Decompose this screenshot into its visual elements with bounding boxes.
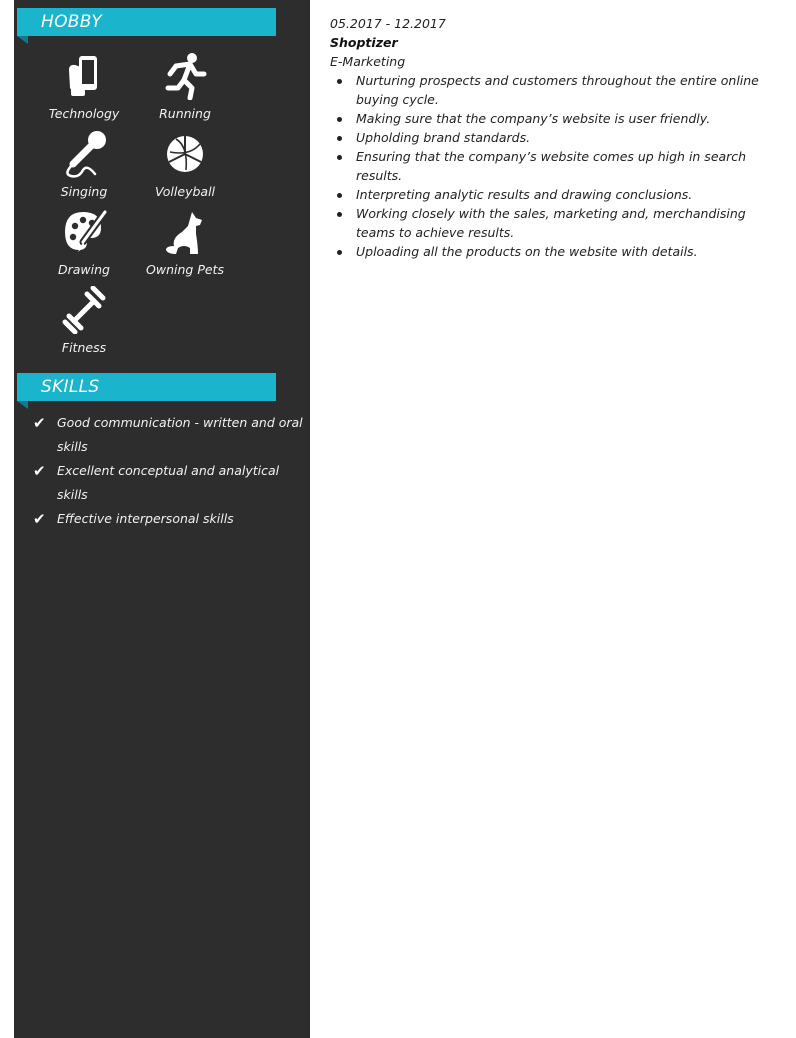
duty-text: Interpreting analytic results and drawing conclusions. [356, 187, 693, 202]
microphone-icon [61, 130, 107, 178]
skill-item [33, 507, 303, 531]
hobby-item-drawing [29, 208, 139, 277]
duty-item [330, 71, 780, 109]
hobby-item-pets [130, 208, 240, 277]
experience-role: E-Marketing [330, 54, 406, 69]
duty-text: Working closely with the sales, marketing and, merchandising teams to achieve results. [356, 206, 746, 240]
skills-list [33, 411, 303, 531]
experience-dates: 05.2017 - 12.2017 [330, 16, 446, 31]
checkmark-icon: ✔ [33, 462, 46, 480]
experience-entry [330, 14, 780, 261]
skill-item [33, 459, 303, 507]
hobby-label: Singing [60, 184, 108, 199]
phone-hand-icon [61, 52, 107, 100]
skill-item [33, 411, 303, 459]
hobby-item-running [130, 52, 240, 121]
skill-text: Effective interpersonal skills [57, 511, 234, 526]
hobby-label: Volleyball [154, 184, 216, 199]
duty-text: Uploading all the products on the website with details. [356, 244, 698, 259]
hobby-label: Owning Pets [146, 262, 224, 277]
skill-text: Good communication - written and oral skills [57, 415, 303, 454]
hobby-item-fitness [29, 286, 139, 355]
hobby-section-header [17, 8, 276, 36]
duty-item [330, 109, 780, 128]
duty-item [330, 204, 780, 242]
hobby-label: Technology [48, 106, 120, 121]
checkmark-icon: ✔ [33, 414, 46, 432]
skill-text: Excellent conceptual and analytical skills [57, 463, 280, 502]
duties-list [330, 71, 780, 261]
duty-text: Nurturing prospects and customers throughout the entire online buying cycle. [356, 73, 759, 107]
hobby-title: HOBBY [41, 12, 103, 32]
skills-section-header [17, 373, 276, 401]
duty-text: Making sure that the company’s website is user friendly. [356, 111, 711, 126]
hobby-label: Running [159, 106, 211, 121]
dumbbell-icon [61, 286, 107, 334]
duty-item [330, 185, 780, 204]
duty-item [330, 242, 780, 261]
duty-item [330, 147, 780, 185]
duty-text: Ensuring that the company’s website comes up high in search results. [356, 149, 747, 183]
experience-company: Shoptizer [330, 35, 398, 50]
duty-text: Upholding brand standards. [356, 130, 531, 145]
hobby-item-singing [29, 130, 139, 199]
hobby-label: Fitness [61, 340, 107, 355]
palette-brush-icon [61, 208, 107, 256]
running-person-icon [162, 52, 208, 100]
duty-item [330, 128, 780, 147]
hobby-label: Drawing [58, 262, 110, 277]
skills-title: SKILLS [41, 377, 100, 397]
dog-icon [162, 208, 208, 256]
hobby-item-volleyball [130, 130, 240, 199]
hobby-item-technology [29, 52, 139, 121]
volleyball-icon [162, 130, 208, 178]
checkmark-icon: ✔ [33, 510, 46, 528]
